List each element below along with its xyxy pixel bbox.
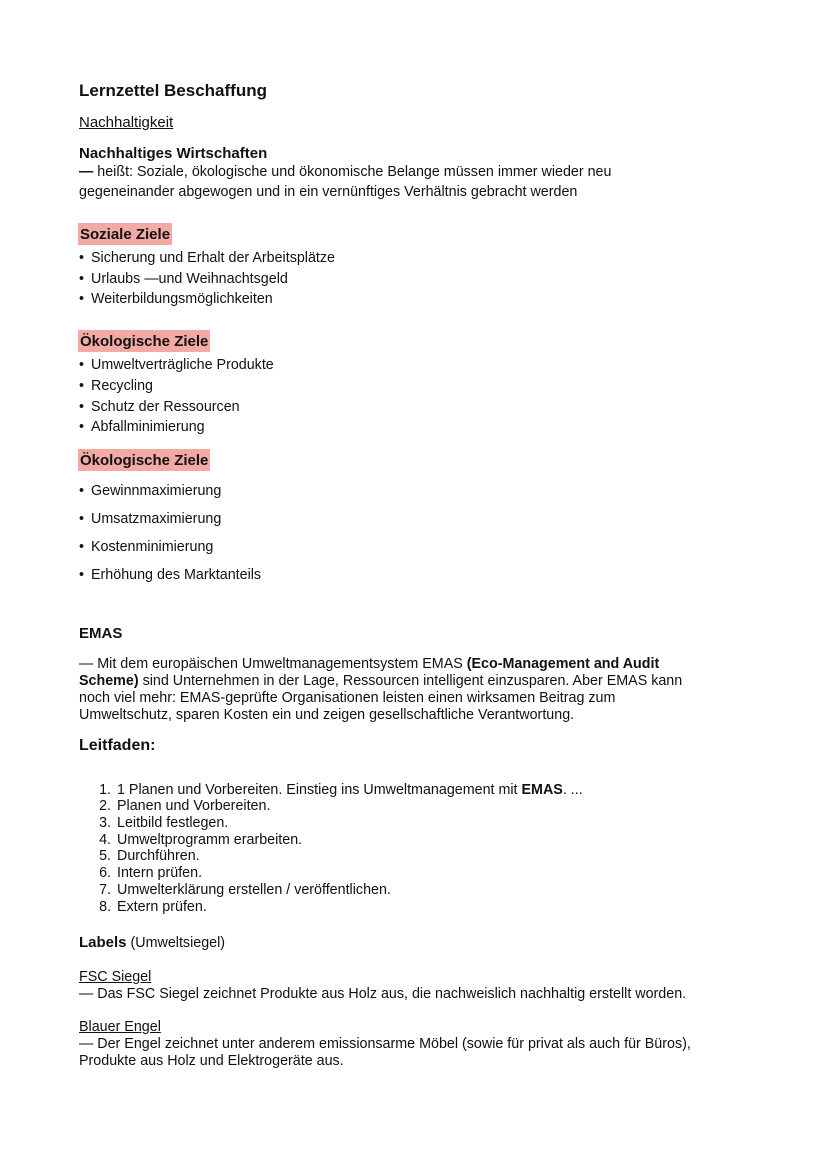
oekologische-heading: Ökologische Ziele [78, 333, 210, 351]
list-item: 6. Intern prüfen. [99, 865, 203, 881]
emas-heading: EMAS [79, 625, 123, 642]
list-item: 8. Extern prüfen. [99, 899, 207, 915]
list-item: • Schutz der Ressourcen [79, 399, 240, 415]
list-item: • Recycling [79, 378, 153, 394]
soziale-heading: Soziale Ziele [78, 226, 172, 244]
nachhaltiges-line1: — heißt: Soziale, ökologische und ökonomische Belange müssen immer wieder neu [79, 164, 612, 180]
list-item: • Abfallminimierung [79, 419, 205, 435]
emas-line2: Scheme) sind Unternehmen in der Lage, Ressourcen intelligent einzusparen. Aber EMAS kann [79, 673, 683, 689]
list-item: 4. Umweltprogramm erarbeiten. [99, 832, 303, 848]
list-item: 5. Durchführen. [99, 848, 200, 864]
list-item: • Kostenminimierung [79, 539, 214, 555]
list-item: 2. Planen und Vorbereiten. [99, 798, 271, 814]
list-item: • Gewinnmaximierung [79, 483, 222, 499]
list-item: • Urlaubs —und Weihnachtsgeld [79, 271, 288, 287]
list-item: • Umsatzmaximierung [79, 511, 222, 527]
list-item: 7. Umwelterklärung erstellen / veröffentlichen. [99, 882, 391, 898]
list-item: • Sicherung und Erhalt der Arbeitsplätze [79, 250, 335, 266]
engel-text2: Produkte aus Holz und Elektrogeräte aus. [79, 1053, 344, 1069]
engel-title: Blauer Engel [79, 1019, 161, 1035]
fsc-text: — Das FSC Siegel zeichnet Produkte aus Holz aus, die nachweislich nachhaltig erstellt worden. [79, 986, 687, 1002]
nachhaltiges-heading: Nachhaltiges Wirtschaften [79, 145, 268, 162]
page-title: Lernzettel Beschaffung [79, 81, 267, 100]
nachhaltiges-line2: gegeneinander abgewogen und in ein vernünftiges Verhältnis gebracht werden [79, 184, 578, 200]
list-item: 3. Leitbild festlegen. [99, 815, 229, 831]
list-item: 1. 1 Planen und Vorbereiten. Einstieg ins Umweltmanagement mit EMAS. ... [99, 782, 583, 798]
emas-line3: noch viel mehr: EMAS-geprüfte Organisationen leisten einen wirksamen Beitrag zum [79, 690, 616, 706]
fsc-title: FSC Siegel [79, 969, 152, 985]
engel-text1: — Der Engel zeichnet unter anderem emissionsarme Möbel (sowie für privat als auch für Büros), [79, 1036, 691, 1052]
emas-line1: — Mit dem europäischen Umweltmanagementsystem EMAS (Eco-Management and Audit [79, 656, 660, 672]
emas-line4: Umweltschutz, sparen Kosten ein und zeigen gesellschaftliche Verantwortung. [79, 707, 575, 723]
subtitle: Nachhaltigkeit [79, 114, 174, 131]
leitfaden-heading: Leitfaden: [79, 737, 156, 754]
list-item: • Umweltverträgliche Produkte [79, 357, 274, 373]
labels-heading: Labels (Umweltsiegel) [79, 934, 226, 951]
list-item: • Erhöhung des Marktanteils [79, 567, 262, 583]
list-item: • Weiterbildungsmöglichkeiten [79, 291, 273, 307]
oekonomische-heading: Ökologische Ziele [78, 452, 210, 470]
